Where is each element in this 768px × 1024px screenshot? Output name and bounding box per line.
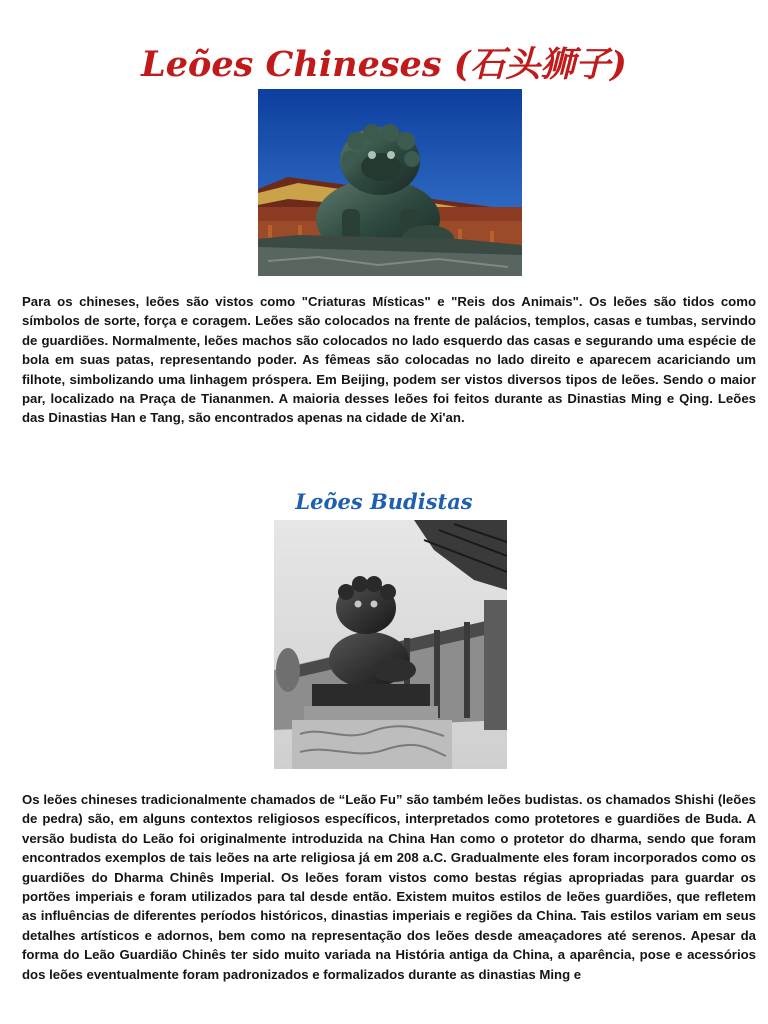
intro-paragraph: Para os chineses, leões são vistos como "Criaturas Místicas" e "Reis dos Animais". Os leões são tidos como símbolos de sorte, força e coragem. Leões são colocados na frente de palácios, templos, casas e tumbas, servindo de guardiões. Normalmente, leões machos são colocados no lado esquerdo das casas e segurando uma espécie de bola em suas patas, representando poder. As fêmeas são colocadas no lado direito e aparecem acariciando um filhote, simbolizando uma linhagem próspera. Em Beijing, podem ser vistos diversos tipos de leões. Sendo o maior par, localizado na Praça de Tiananmen. A maioria desses leões foi feitos durante as Dinastias Ming e Qing. Leões das Dinastias Han e Tang, são encontrados apenas na cidade de Xi'an. <box>22 294 756 426</box>
stone-lion-photo <box>274 520 507 769</box>
stone-lion-illustration <box>274 520 507 769</box>
page-title: Leões Chineses (石头狮子) <box>141 44 627 86</box>
section-title: Leões Budistas <box>295 489 473 515</box>
bronze-lion-illustration <box>258 89 522 276</box>
bronze-lion-photo <box>258 89 522 276</box>
buddhist-lions-paragraph: Os leões chineses tradicionalmente chamados de “Leão Fu” são também leões budistas. os chamados Shishi (leões de pedra) são, em alguns contextos religiosos específicos, interpretados como protetores e guardiões de Buda. A versão budista do Leão foi originalmente introduzida na China Han como o protetor do dharma, sendo que foram encontrados exemplos de tais leões na arte religiosa já em 208 a.C. Gradualmente eles foram incorporados como os guardiões do Dharma Chinês Imperial. Os leões foram vistos como bestas régias apropriadas para guardar os portões imperiais e foram utilizados para tal desde então. Existem muitos estilos de leões guardiões, que refletem as influências de diferentes períodos históricos, dinastias imperiais e regiões da China. Tais estilos variam em seus detalhes artísticos e adornos, bem como na representação dos leões desde ameaçadores até serenos. Apesar da forma do Leão Guardião Chinês ter sido muito variada na História antiga da China, a aparência, pose e acessórios dos leões eventualmente foram padronizados e formalizados durante as dinastias Ming e <box>22 792 756 982</box>
